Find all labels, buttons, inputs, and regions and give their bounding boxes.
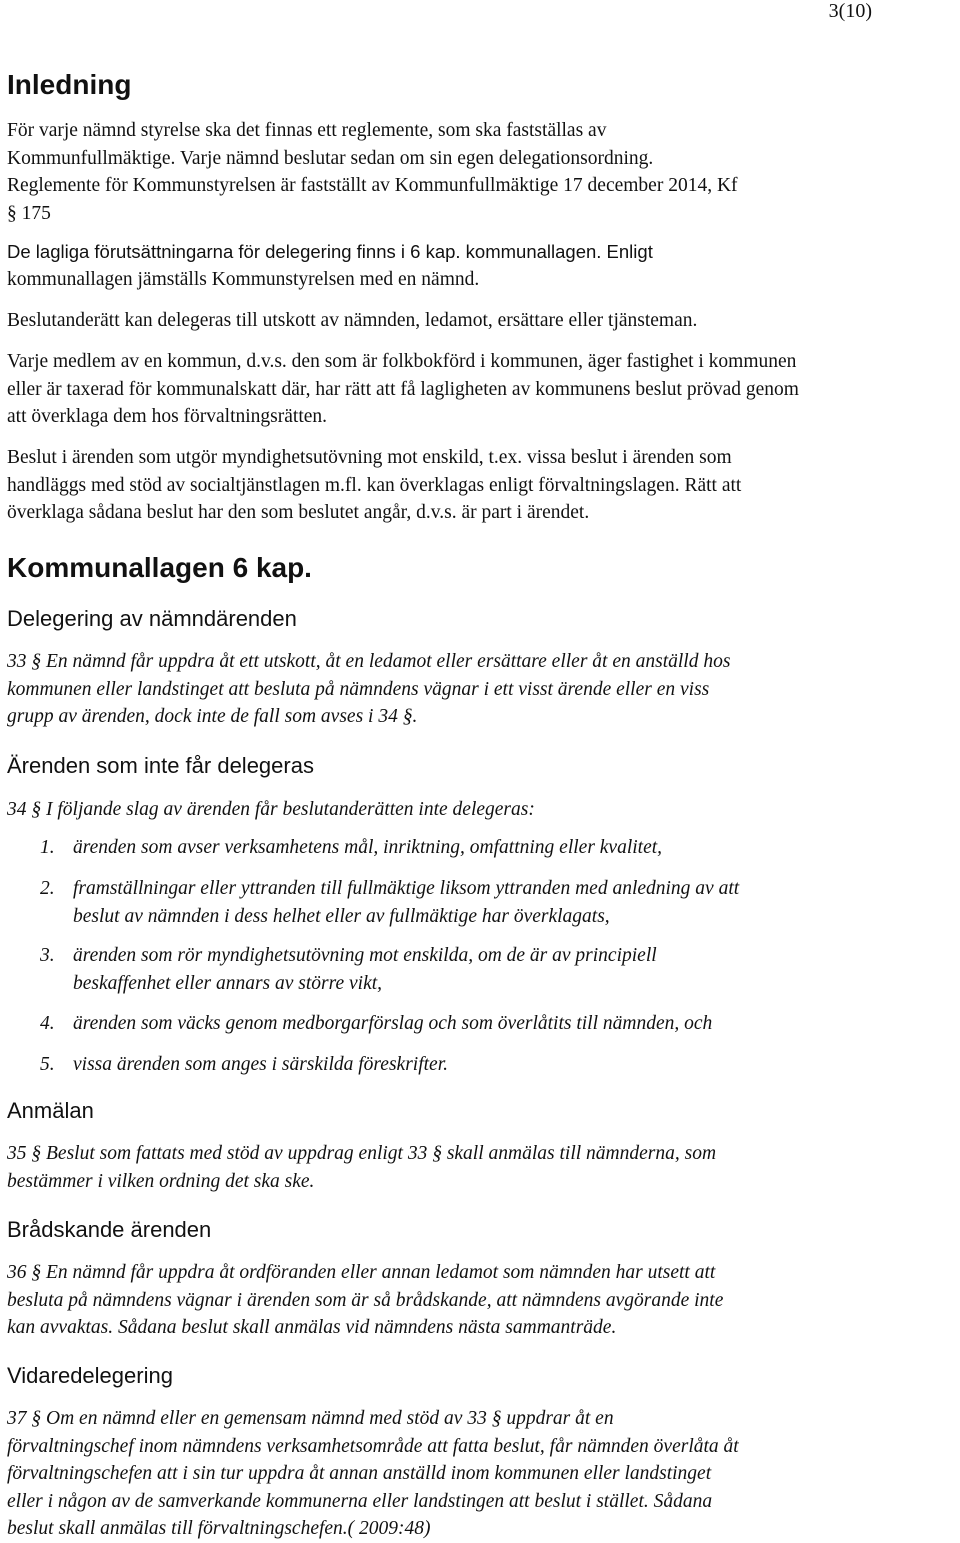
- section-37-text: [7, 1405, 957, 1543]
- text-line: § 175: [7, 202, 51, 224]
- text-line: 37 § Om en nämnd eller en gemensam nämnd med stöd av 33 § uppdrar åt en: [7, 1408, 614, 1429]
- section-heading: Delegering av nämndärenden: [7, 606, 297, 631]
- text-line: Kommunfullmäktige. Varje nämnd beslutar sedan om sin egen delegationsordning.: [7, 147, 654, 169]
- section-36-heading-block: [7, 1216, 957, 1244]
- text-line: För varje nämnd styrelse ska det finnas ett reglemente, som ska fastställas av: [7, 120, 607, 141]
- text-line: kan avvaktas. Sådana beslut skall anmälas vid nämndens nästa sammanträde.: [7, 1317, 617, 1338]
- text-line: ärenden som avser verksamhetens mål, inriktning, omfattning eller kvalitet,: [73, 837, 663, 858]
- section-37-heading-block: [7, 1362, 957, 1390]
- section-35-heading-block: [7, 1097, 957, 1125]
- text-line: Beslut i ärenden som utgör myndighetsutövning mot enskild, t.ex. vissa beslut i ärenden som: [7, 447, 732, 468]
- intro-paragraph-3: [7, 307, 957, 335]
- section-heading: Ärenden som inte får delegeras: [7, 753, 314, 778]
- text-line: kommunen eller landstinget att besluta på nämndens vägnar i ett visst ärende eller en viss: [7, 678, 710, 700]
- list-number: 4.: [40, 1013, 55, 1034]
- text-line: beslut skall anmälas till förvaltningschefen.( 2009:48): [7, 1518, 431, 1539]
- list-number: 2.: [40, 878, 55, 899]
- intro-heading: Inledning: [7, 69, 132, 100]
- intro-paragraph-5: [7, 348, 957, 431]
- section-33-heading-block: [7, 605, 957, 633]
- section-34-heading-block: [7, 752, 957, 780]
- text-line: beskaffenhet eller annars av större vikt,: [73, 972, 383, 994]
- text-line: beslut av nämnden i dess helhet eller av fullmäktige har överklagats,: [73, 905, 610, 927]
- section-33-text: [7, 648, 957, 731]
- section-heading: Vidaredelegering: [7, 1363, 173, 1388]
- intro-paragraph-6: [7, 444, 957, 527]
- text-line: eller i någon av de samverkande kommunerna eller landstingen att beslut i stället. Sådana: [7, 1490, 713, 1512]
- text-line: 36 § En nämnd får uppdra åt ordföranden eller annan ledamot som nämnden har utsett att: [7, 1262, 716, 1283]
- text-line: Reglemente för Kommunstyrelsen är fastställt av Kommunfullmäktige 17 december 2014, Kf: [7, 175, 738, 196]
- page-number: 3(10): [828, 0, 872, 22]
- text-line: ärenden som rör myndighetsutövning mot enskilda, om de är av principiell: [73, 945, 657, 966]
- list-number: 3.: [40, 945, 55, 966]
- text-line: handläggs med stöd av socialtjänstlagen m.fl. kan överklagas enligt förvaltningslagen. Rätt att: [7, 474, 742, 496]
- text-line: grupp av ärenden, dock inte de fall som avses i 34 §.: [7, 706, 418, 727]
- text-line: 34 § I följande slag av ärenden får beslutanderätten inte delegeras:: [7, 799, 535, 820]
- text-line: Varje medlem av en kommun, d.v.s. den som är folkbokförd i kommunen, äger fastighet i kommunen: [7, 351, 797, 372]
- section-35-text: [7, 1140, 957, 1195]
- kl-heading: Kommunallagen 6 kap.: [7, 552, 312, 583]
- text-line: besluta på nämndens vägnar i ärenden som är så brådskande, att nämndens avgörande inte: [7, 1289, 724, 1311]
- text-line: ärenden som väcks genom medborgarförslag och som överlåtits till nämnden, och: [73, 1013, 713, 1034]
- section-34-intro: [7, 796, 957, 824]
- text-line: De lagliga förutsättningarna för delegering finns i 6 kap. kommunallagen. Enligt: [7, 241, 653, 262]
- section-36-text: [7, 1259, 957, 1342]
- text-line: bestämmer i vilken ordning det ska ske.: [7, 1170, 315, 1192]
- text-line: kommunallagen jämställs Kommunstyrelsen med en nämnd.: [7, 268, 480, 290]
- text-line: förvaltningschef inom nämndens verksamhetsområde att fatta beslut, får nämnden överlåta åt: [7, 1435, 739, 1457]
- text-line: vissa ärenden som anges i särskilda föreskrifter.: [73, 1054, 448, 1075]
- text-line: förvaltningschefen att i sin tur uppdra åt annan anställd inom kommunen eller landstinget: [7, 1463, 712, 1484]
- text-line: Beslutanderätt kan delegeras till utskott av nämnden, ledamot, ersättare eller tjänsteman.: [7, 310, 698, 331]
- intro-paragraph-2: [7, 238, 957, 293]
- text-line: överklaga sådana beslut har den som beslutet angår, d.v.s. är part i ärendet.: [7, 502, 590, 523]
- text-line: 33 § En nämnd får uppdra åt ett utskott, åt en ledamot eller ersättare eller åt en anställd hos: [7, 651, 731, 672]
- section-heading: Brådskande ärenden: [7, 1217, 212, 1242]
- section-heading: Anmälan: [7, 1098, 94, 1123]
- intro-heading-block: [7, 68, 957, 102]
- list-number: 5.: [40, 1054, 55, 1075]
- text-line: att överklaga dem hos förvaltningsrätten.: [7, 406, 328, 427]
- list-number: 1.: [40, 837, 55, 858]
- kl-heading-block: [7, 551, 957, 585]
- text-line: eller är taxerad för kommunalskatt där, har rätt att få lagligheten av kommunens beslut prövad genom: [7, 378, 799, 400]
- text-line: 35 § Beslut som fattats med stöd av uppdrag enligt 33 § skall anmälas till nämnderna, som: [7, 1143, 717, 1164]
- text-line: framställningar eller yttranden till fullmäktige liksom yttranden med anledning av att: [73, 878, 740, 899]
- intro-paragraph-1: [7, 117, 957, 227]
